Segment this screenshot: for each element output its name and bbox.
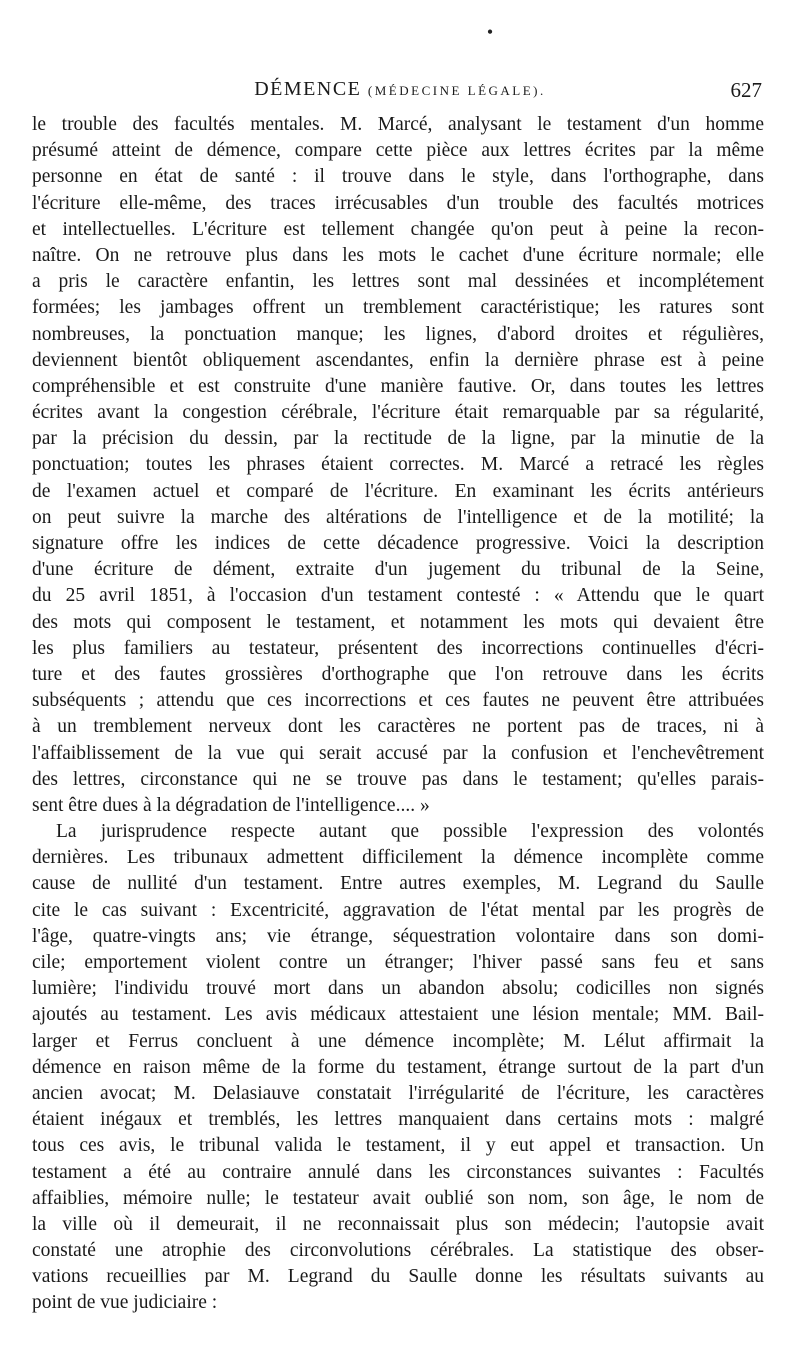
text-line: cile; emportement violent contre un étranger; l'hiver passé sans feu et sans xyxy=(32,952,764,973)
text-line: et intellectuelles. L'écriture est tellement changée qu'on peut à peine la recon- xyxy=(32,218,764,240)
printer-mark: • xyxy=(486,22,494,42)
text-line: deviennent bientôt obliquement ascendantes, enfin la dernière phrase est à peine xyxy=(32,349,764,371)
text-line: larger et Ferrus concluent à une démence incomplète; M. Lélut affirmait la xyxy=(32,1030,764,1052)
text-line: La jurisprudence respecte autant que possible l'expression des volontés xyxy=(56,821,764,843)
text-line: dernières. Les tribunaux admettent difficilement la démence incomplète comme xyxy=(32,847,764,869)
running-title-main: DÉMENCE xyxy=(254,78,362,100)
text-line: cite le cas suivant : Excentricité, aggravation de l'état mental par les progrès de xyxy=(32,899,764,921)
running-header xyxy=(30,74,770,104)
text-line: signature offre les indices de cette décadence progressive. Voici la description xyxy=(32,533,764,554)
text-line: ture et des fautes grossières d'orthographe que l'on retrouve dans les écrits xyxy=(32,663,764,685)
text-line: a pris le caractère enfantin, les lettres sont mal dessinées et incomplétement xyxy=(32,271,764,293)
text-line: ancien avocat; M. Delasiauve constatait l'irrégularité de l'écriture, les caractères xyxy=(32,1082,764,1104)
text-line: point de vue judiciaire : xyxy=(32,1292,218,1314)
text-line: écrites avant la congestion cérébrale, l'écriture était remarquable par sa régularité, xyxy=(32,402,764,424)
text-line: ponctuation; toutes les phrases étaient correctes. M. Marcé a retracé les règles xyxy=(32,454,764,476)
text-line: constaté une atrophie des circonvolutions cérébrales. La statistique des obser- xyxy=(32,1240,764,1262)
paragraph xyxy=(32,112,764,819)
text-line: sent être dues à la dégradation de l'intelligence.... » xyxy=(32,794,430,816)
text-line: on peut suivre la marche des altérations de l'intelligence et de la motilité; la xyxy=(32,506,764,528)
text-line: vations recueillies par M. Legrand du Saulle donne les résultats suivants au xyxy=(32,1266,764,1288)
text-line: de l'examen actuel et comparé de l'écriture. En examinant les écrits antérieurs xyxy=(32,480,764,502)
text-line: tous ces avis, le tribunal valida le testament, il y eut appel et transaction. Un xyxy=(32,1135,764,1157)
text-line: ajoutés au testament. Les avis médicaux attestaient une lésion mentale; MM. Bail- xyxy=(32,1004,764,1026)
text-line: démence en raison même de la forme du testament, étrange surtout de la part d'un xyxy=(32,1056,764,1078)
text-line: des mots qui composent le testament, et notamment les mots qui devaient être xyxy=(32,611,764,633)
text-line: testament a été au contraire annulé dans les circonstances suivantes : Facultés xyxy=(32,1161,764,1183)
text-line: des lettres, circonstance qui ne se trouve pas dans le testament; qu'elles parais- xyxy=(32,768,764,790)
text-line: l'écriture elle-même, des traces irrécusables d'un trouble des facultés motrices xyxy=(32,192,764,214)
text-line: affaiblies, mémoire nulle; le testateur avait oublié son nom, son âge, le nom de xyxy=(32,1187,764,1209)
text-line: à un tremblement nerveux dont les caractères ne portent pas de traces, ni à xyxy=(32,716,764,738)
text-line: les plus familiers au testateur, présentent des incorrections continuelles d'écri- xyxy=(32,637,764,659)
text-line: étaient inégaux et tremblés, les lettres manquaient dans certains mots : malgré xyxy=(32,1109,764,1131)
text-line: naître. On ne retrouve plus dans les mots le cachet d'une écriture normale; elle xyxy=(32,244,764,266)
text-line: compréhensible et est construite d'une manière fautive. Or, dans toutes les lettres xyxy=(32,375,764,397)
text-line: la ville où il demeurait, il ne reconnaissait plus son médecin; l'autopsie avait xyxy=(32,1213,764,1235)
text-line: l'affaiblissement de la vue qui serait accusé par la confusion et l'enchevêtrement xyxy=(32,742,764,764)
text-line: formées; les jambages offrent un tremblement caractéristique; les ratures sont xyxy=(32,297,764,319)
page-number: 627 xyxy=(730,78,762,102)
text-line: l'âge, quatre-vingts ans; vie étrange, séquestration volontaire dans son domi- xyxy=(32,925,764,947)
paragraph xyxy=(32,819,764,1317)
text-line: par la précision du dessin, par la rectitude de la ligne, par la minutie de la xyxy=(32,428,764,450)
text-line: subséquents ; attendu que ces incorrections et ces fautes ne peuvent être attribuées xyxy=(32,690,764,712)
text-line: présumé atteint de démence, compare cette pièce aux lettres écrites par la même xyxy=(32,140,764,162)
running-title xyxy=(30,74,770,106)
text-line: le trouble des facultés mentales. M. Marcé, analysant le testament d'un homme xyxy=(32,114,764,135)
text-line: personne en état de santé : il trouve dans le style, dans l'orthographe, dans xyxy=(32,166,764,188)
text-line: d'une écriture de dément, extraite d'un jugement du tribunal de la Seine, xyxy=(32,559,764,581)
text-line: nombreuses, la ponctuation manque; les lignes, d'abord droites et régulières, xyxy=(32,323,764,345)
running-title-sub: (MÉDECINE LÉGALE). xyxy=(367,83,546,98)
text-line: du 25 avril 1851, à l'occasion d'un testament contesté : « Attendu que le quart xyxy=(32,585,764,607)
body-text xyxy=(32,112,764,1317)
text-line: cause de nullité d'un testament. Entre autres exemples, M. Legrand du Saulle xyxy=(32,873,764,895)
text-line: lumière; l'individu trouvé mort dans un abandon absolu; codicilles non signés xyxy=(32,978,764,1000)
